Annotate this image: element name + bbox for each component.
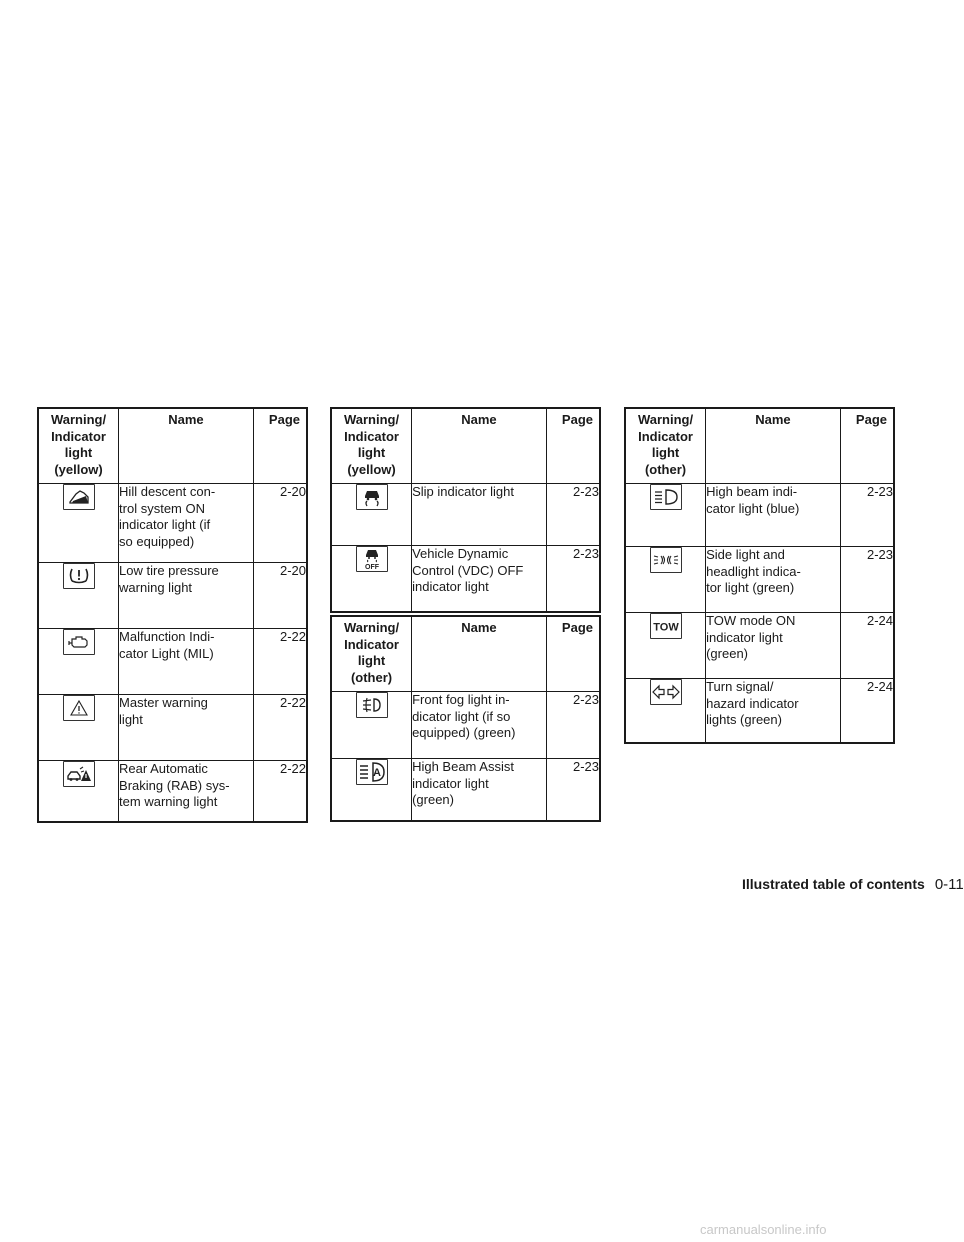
name-line: (green)	[706, 646, 749, 661]
footer-page-number: 0-11	[934, 876, 964, 893]
high-beam-assist-letter: A	[372, 767, 381, 779]
warning-table-yellow-1	[37, 407, 308, 823]
front-fog-icon	[356, 692, 388, 718]
vdc-off-icon	[356, 546, 388, 572]
page-cell: 2-22	[253, 629, 307, 695]
name-line: Slip indicator light	[412, 484, 514, 499]
header-page: Page	[546, 408, 600, 484]
page-cell: 2-20	[253, 563, 307, 629]
table-row	[625, 613, 894, 679]
page-cell: 2-23	[546, 484, 600, 546]
header-line: Indicator	[344, 428, 399, 444]
header-line: Warning/	[343, 412, 400, 427]
header-line: Indicator	[344, 636, 399, 652]
page-cell: 2-23	[840, 484, 894, 547]
header-line: light	[64, 445, 93, 460]
engine-icon	[63, 629, 95, 655]
icon-cell	[625, 484, 706, 547]
table-row	[331, 759, 600, 821]
name-line: High Beam Assist	[412, 759, 514, 774]
high-beam-assist-icon	[356, 759, 388, 785]
header-line: (other)	[644, 461, 687, 477]
tow-mode-icon	[650, 613, 682, 639]
header-name: Name	[119, 408, 254, 484]
icon-cell	[38, 695, 119, 761]
icon-cell	[625, 547, 706, 613]
side-light-icon	[650, 547, 682, 573]
slip-icon	[356, 484, 388, 510]
icon-cell	[625, 679, 706, 743]
turn-signal-icon	[650, 679, 682, 705]
header-line: (other)	[350, 669, 393, 685]
icon-cell	[38, 629, 119, 695]
name-line: Master warning	[119, 695, 208, 710]
name-line: so equipped)	[119, 533, 195, 549]
name-line: cator light (blue)	[706, 500, 800, 516]
name-line: lights (green)	[706, 712, 782, 727]
table-row	[331, 484, 600, 546]
name-line: Side light and	[706, 547, 785, 562]
name-line: equipped) (green)	[412, 725, 516, 740]
name-cell	[706, 679, 841, 743]
header-row	[38, 408, 307, 484]
tow-text: TOW	[652, 621, 679, 634]
name-line: dicator light (if so	[412, 708, 511, 724]
header-line: Indicator	[51, 428, 106, 444]
name-line: cator Light (MIL)	[119, 645, 214, 661]
header-name: Name	[412, 408, 547, 484]
header-page: Page	[546, 616, 600, 692]
high-beam-icon	[650, 484, 682, 510]
icon-cell	[331, 546, 412, 612]
name-line: light	[119, 711, 143, 727]
watermark: carmanualsonline.info	[700, 1222, 827, 1237]
footer-title: Illustrated table of contents	[742, 876, 925, 892]
header-line: (yellow)	[54, 461, 103, 477]
name-cell	[412, 759, 547, 821]
warning-table-other-1	[330, 615, 601, 822]
table-row	[625, 484, 894, 547]
icon-cell	[331, 484, 412, 546]
header-row	[331, 616, 600, 692]
table-row	[38, 695, 307, 761]
header-line: light	[357, 445, 386, 460]
header-name: Name	[412, 616, 547, 692]
name-cell	[412, 546, 547, 612]
name-line: indicator light	[412, 775, 489, 791]
icon-cell	[38, 484, 119, 563]
page-cell: 2-23	[546, 546, 600, 612]
name-line: Turn signal/	[706, 679, 774, 694]
header-row	[625, 408, 894, 484]
header-line: Indicator	[638, 428, 693, 444]
name-line: Braking (RAB) sys-	[119, 777, 230, 793]
tire-pressure-icon	[63, 563, 95, 589]
header-line: light	[651, 445, 680, 460]
name-line: Vehicle Dynamic	[412, 546, 509, 561]
name-cell	[119, 563, 254, 629]
page-cell: 2-22	[253, 761, 307, 822]
table-row	[331, 692, 600, 759]
name-line: hazard indicator	[706, 695, 799, 711]
table-row	[625, 679, 894, 743]
vdc-off-text: OFF	[364, 564, 379, 571]
header-row	[331, 408, 600, 484]
name-line: indicator light	[706, 629, 783, 645]
name-line: TOW mode ON	[706, 613, 796, 628]
table-row	[38, 761, 307, 822]
name-line: indicator light	[412, 579, 489, 594]
header-warning-indicator	[331, 616, 412, 692]
header-warning-indicator	[625, 408, 706, 484]
table-row	[38, 563, 307, 629]
name-cell	[412, 484, 547, 546]
icon-cell	[38, 761, 119, 822]
header-warning-indicator	[38, 408, 119, 484]
page-cell: 2-23	[840, 547, 894, 613]
rear-braking-icon	[63, 761, 95, 787]
icon-cell	[331, 759, 412, 821]
name-line: Malfunction Indi-	[119, 629, 215, 644]
icon-cell	[625, 613, 706, 679]
header-line: (yellow)	[347, 461, 396, 477]
name-cell	[412, 692, 547, 759]
name-line: Low tire pressure	[119, 563, 219, 578]
warning-table-other-2	[624, 407, 895, 744]
table-row	[38, 484, 307, 563]
page-footer	[742, 876, 964, 893]
warning-table-yellow-2	[330, 407, 601, 613]
name-line: tem warning light	[119, 794, 218, 809]
icon-cell	[38, 563, 119, 629]
header-warning-indicator	[331, 408, 412, 484]
name-line: warning light	[119, 579, 193, 595]
header-page: Page	[840, 408, 894, 484]
name-line: Control (VDC) OFF	[412, 562, 524, 578]
page-cell: 2-22	[253, 695, 307, 761]
warning-triangle-icon	[63, 695, 95, 721]
icon-cell	[331, 692, 412, 759]
name-cell	[706, 613, 841, 679]
name-cell	[119, 695, 254, 761]
name-cell	[119, 629, 254, 695]
name-line: headlight indica-	[706, 563, 801, 579]
hill-descent-icon	[63, 484, 95, 510]
name-line: (green)	[412, 792, 454, 807]
header-line: light	[357, 653, 386, 668]
header-name: Name	[706, 408, 841, 484]
table-row	[625, 547, 894, 613]
table-row	[331, 546, 600, 612]
name-line: Front fog light in-	[412, 692, 510, 707]
name-line: tor light (green)	[706, 580, 795, 595]
name-line: indicator light (if	[119, 517, 211, 532]
page-cell: 2-20	[253, 484, 307, 563]
header-line: Warning/	[343, 620, 400, 635]
name-cell	[706, 547, 841, 613]
page-cell: 2-24	[840, 679, 894, 743]
table-row	[38, 629, 307, 695]
page-cell: 2-24	[840, 613, 894, 679]
name-line: trol system ON	[119, 500, 206, 516]
header-page: Page	[253, 408, 307, 484]
name-line: High beam indi-	[706, 484, 798, 499]
name-cell	[119, 761, 254, 822]
page-cell: 2-23	[546, 759, 600, 821]
name-cell	[706, 484, 841, 547]
name-line: Rear Automatic	[119, 761, 208, 776]
page-cell: 2-23	[546, 692, 600, 759]
header-line: Warning/	[50, 412, 107, 427]
name-cell	[119, 484, 254, 563]
header-line: Warning/	[637, 412, 694, 427]
name-line: Hill descent con-	[119, 484, 216, 499]
